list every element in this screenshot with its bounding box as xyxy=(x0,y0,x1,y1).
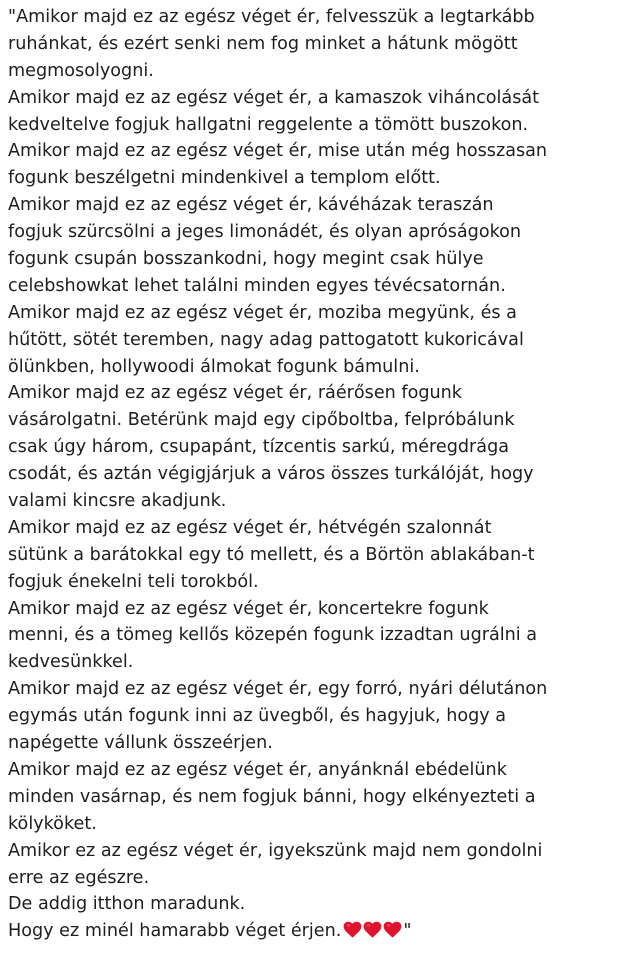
post-line: vásárolgatni. Betérünk majd egy cipőboltba, felpróbálunk xyxy=(8,410,515,431)
post-line: hűtött, sötét teremben, nagy adag pattogatott kukoricával xyxy=(8,329,524,350)
post-line: erre az egészre. xyxy=(8,867,150,888)
post-lines xyxy=(8,4,620,918)
post-line: De addig itthon maradunk. xyxy=(8,894,246,915)
post-body xyxy=(8,4,620,945)
post-line: napégette vállunk összeérjen. xyxy=(8,733,273,754)
post-line: minden vasárnap, és nem fogjuk bánni, hogy elkényezteti a xyxy=(8,786,536,807)
post-line: ölünkben, hollywoodi álmokat fogunk bámulni. xyxy=(8,356,420,377)
post-line: kedvesünkkel. xyxy=(8,652,134,673)
post-line: Amikor majd ez az egész véget ér, kávéházak teraszán xyxy=(8,195,494,216)
post-line: Amikor majd ez az egész véget ér, koncertekre fogunk xyxy=(8,598,489,619)
post-line: Amikor majd ez az egész véget ér, a kamaszok viháncolását xyxy=(8,87,540,108)
post-line: fogjuk énekelni teli torokból. xyxy=(8,571,259,592)
post-line: megmosolyogni. xyxy=(8,60,154,81)
post-line: kedveltelve fogjuk hallgatni reggelente a tömött buszokon. xyxy=(8,114,529,135)
last-line-text: Hogy ez minél hamarabb véget érjen. xyxy=(8,921,342,942)
post-line: Amikor majd ez az egész véget ér, moziba megyünk, és a xyxy=(8,302,517,323)
red-heart-icon xyxy=(383,921,402,938)
post-line: ruhánkat, és ezért senki nem fog minket a hátunk mögött xyxy=(8,33,518,54)
post-line: fogunk csupán bosszankodni, hogy megint csak hülye xyxy=(8,249,484,270)
post-line: fogjuk szürcsölni a jeges limonádét, és olyan apróságokon xyxy=(8,222,522,243)
post-line: Amikor ez az egész véget ér, igyekszünk majd nem gondolni xyxy=(8,840,543,861)
post-line: csodát, és aztán végigjárjuk a város összes turkálóját, hogy xyxy=(8,464,534,485)
post-line: Amikor majd ez az egész véget ér, anyánknál ebédelünk xyxy=(8,759,507,780)
hearts-group xyxy=(343,918,403,945)
post-line: menni, és a tömeg kellős közepén fogunk izzadtan ugrálni a xyxy=(8,625,538,646)
post-line: csak úgy három, csupapánt, tízcentis sarkú, méregdrága xyxy=(8,437,510,458)
post-line: Amikor majd ez az egész véget ér, mise után még hosszasan xyxy=(8,141,548,162)
post-line: egymás után fogunk inni az üvegből, és hagyjuk, hogy a xyxy=(8,706,507,727)
post-line: kölyköket. xyxy=(8,813,97,834)
post-line: fogunk beszélgetni mindenkivel a templom előtt. xyxy=(8,168,441,189)
post-line: Amikor majd ez az egész véget ér, hétvégén szalonnát xyxy=(8,517,492,538)
closing-quote: " xyxy=(403,921,412,942)
post-line: sütünk a barátokkal egy tó mellett, és a Börtön ablakában-t xyxy=(8,544,535,565)
post-line: Amikor majd ez az egész véget ér, ráérősen fogunk xyxy=(8,383,463,404)
post-line: "Amikor majd ez az egész véget ér, felvesszük a legtarkább xyxy=(8,7,535,27)
red-heart-icon xyxy=(343,921,362,938)
post-line: Amikor majd ez az egész véget ér, egy forró, nyári délutánon xyxy=(8,679,548,700)
post-line: celebshowkat lehet találni minden egyes tévécsatornán. xyxy=(8,275,506,296)
post-last-line xyxy=(8,918,620,945)
post-line: valami kincsre akadjunk. xyxy=(8,491,227,512)
red-heart-icon xyxy=(363,921,382,938)
